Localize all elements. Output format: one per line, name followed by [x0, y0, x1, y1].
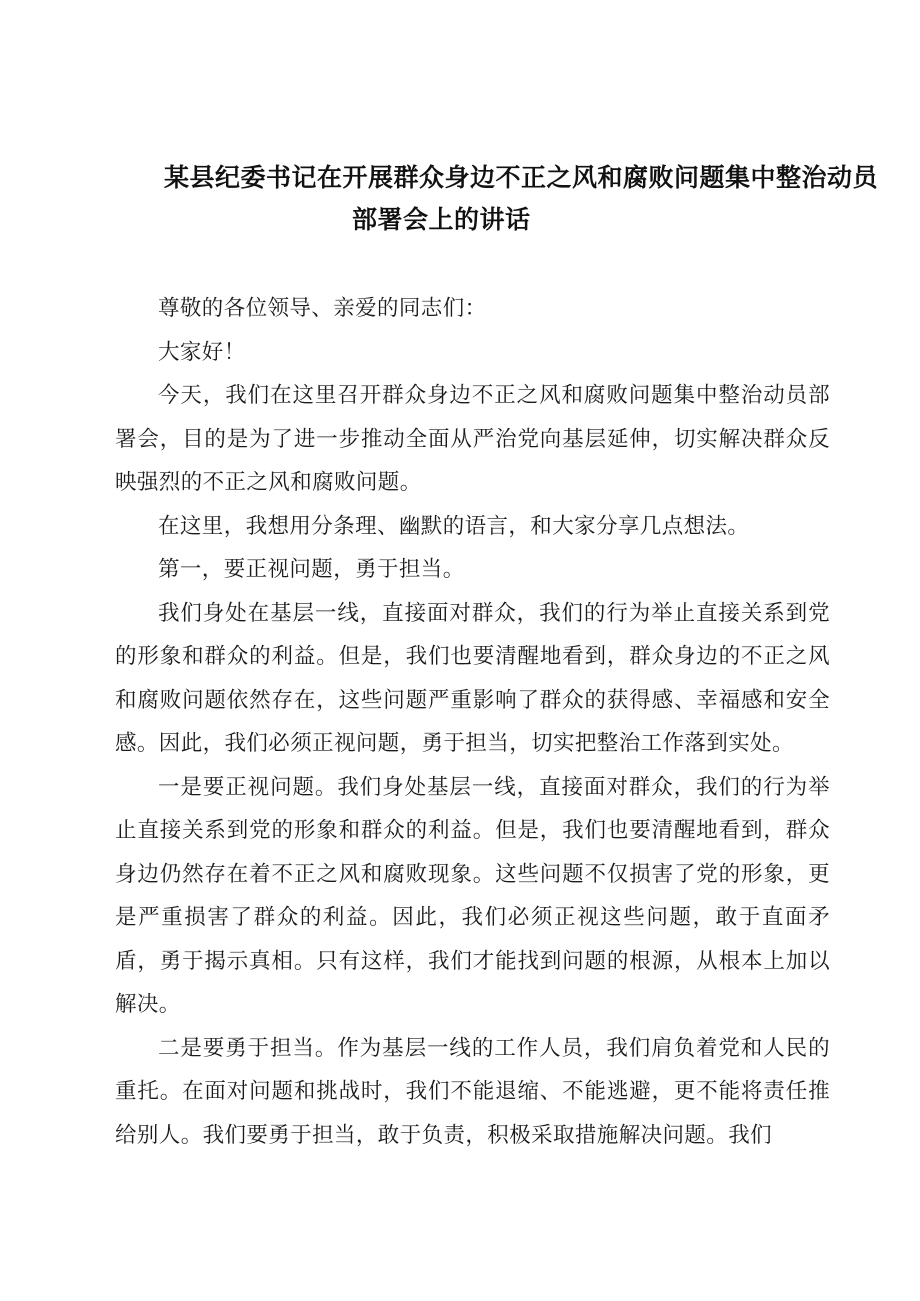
document-title-line-2: 部署会上的讲话 [352, 205, 531, 234]
paragraph: 一是要正视问题。我们身处基层一线，直接面对群众，我们的行为举止直接关系到党的形象和群众的利益。但是，我们也要清醒地看到，群众身边仍然存在着不正之风和腐败现象。这些问题不仅损害了党的形象，更是严重损害了群众的利益。因此，我们必须正视这些问题，敢于直面矛盾，勇于揭示真相。只有这样，我们才能找到问题的根源，从根本上加以解决。 [115, 774, 830, 1017]
paragraph: 二是要勇于担当。作为基层一线的工作人员，我们肩负着党和人民的重托。在面对问题和挑战时，我们不能退缩、不能逃避，更不能将责任推给别人。我们要勇于担当，敢于负责，积极采取措施解决问题。我们 [115, 1035, 830, 1148]
salutation: 尊敬的各位领导、亲爱的同志们： [158, 296, 487, 321]
section-heading: 第一，要正视问题，勇于担当。 [158, 557, 465, 582]
greeting: 大家好！ [158, 339, 246, 365]
document-title-line-1: 某县纪委书记在开展群众身边不正之风和腐败问题集中整治动员 [164, 163, 879, 192]
paragraph: 我们身处在基层一线，直接面对群众，我们的行为举止直接关系到党的形象和群众的利益。但是，我们也要清醒地看到，群众身边的不正之风和腐败问题依然存在，这些问题严重影响了群众的获得感、幸福感和安全感。因此，我们必须正视问题，勇于担当，切实把整治工作落到实处。 [115, 600, 830, 756]
document-body [115, 287, 830, 1157]
paragraph: 今天，我们在这里召开群众身边不正之风和腐败问题集中整治动员部署会，目的是为了进一步推动全面从严治党向基层延伸，切实解决群众反映强烈的不正之风和腐败问题。 [115, 383, 830, 495]
paragraph: 在这里，我想用分条理、幽默的语言，和大家分享几点想法。 [158, 513, 750, 539]
